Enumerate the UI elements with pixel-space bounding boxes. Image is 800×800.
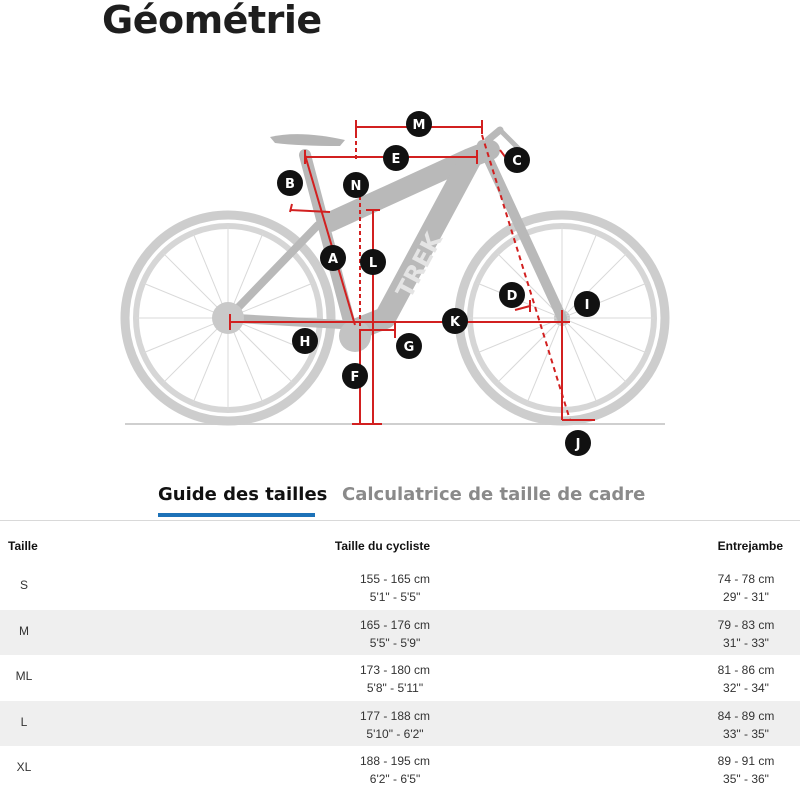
inseam-cm: 81 - 86 cm (717, 663, 775, 678)
size-tabs (0, 478, 800, 518)
active-tab-indicator (158, 513, 315, 517)
marker-L (360, 249, 386, 275)
svg-text:F: F (350, 370, 360, 385)
svg-text:B: B (285, 177, 295, 192)
marker-B (277, 170, 303, 196)
table-row (0, 610, 800, 656)
svg-text:D: D (506, 289, 518, 304)
svg-text:E: E (391, 152, 401, 167)
table-row (0, 564, 800, 610)
marker-C (504, 147, 530, 173)
inseam-cm: 84 - 89 cm (717, 708, 775, 723)
bike-geometry-diagram (0, 95, 800, 465)
size-cell: S (19, 578, 28, 592)
tab-size-guide[interactable]: Guide des tailles (158, 484, 328, 505)
svg-text:K: K (449, 315, 461, 330)
header-inseam: Entrejambe (717, 539, 783, 553)
marker-K (442, 308, 468, 334)
inseam-cm: 79 - 83 cm (717, 617, 775, 632)
svg-text:A: A (327, 252, 339, 267)
rider-height-ft: 5'8" - 5'11" (366, 681, 424, 696)
header-rider-height: Taille du cycliste (334, 539, 431, 553)
inseam-in: 33" - 35" (723, 726, 769, 741)
size-cell: M (19, 623, 29, 638)
header-size: Taille (8, 539, 38, 553)
marker-D (499, 282, 525, 308)
inseam-cell (706, 752, 786, 788)
svg-text:L: L (368, 256, 378, 271)
marker-J (565, 430, 591, 456)
marker-E (383, 145, 409, 171)
inseam-in: 29" - 31" (723, 590, 769, 604)
rider-height-ft: 5'10" - 6'2" (366, 726, 424, 741)
inseam-in: 35" - 36" (723, 772, 769, 787)
svg-text:H: H (299, 335, 311, 350)
rider-height-cm: 188 - 195 cm (359, 754, 431, 769)
size-table (0, 520, 800, 792)
inseam-cell (706, 707, 786, 743)
marker-A (320, 245, 346, 271)
marker-H (292, 328, 318, 354)
tab-frame-size-calculator[interactable]: Calculatrice de taille de cadre (342, 484, 646, 505)
table-row (0, 701, 800, 747)
inseam-cell (706, 616, 786, 652)
svg-text:N: N (350, 179, 362, 194)
table-row (0, 655, 800, 701)
rider-height-ft: 5'1" - 5'5" (369, 590, 421, 604)
inseam-cm: 89 - 91 cm (717, 754, 775, 769)
svg-text:G: G (403, 340, 415, 355)
marker-I (574, 291, 600, 317)
rider-height-cell (280, 707, 510, 743)
inseam-in: 32" - 34" (723, 681, 769, 696)
table-header (0, 520, 800, 564)
svg-text:M: M (412, 118, 426, 133)
brand-logo-text: TREK (390, 228, 449, 303)
svg-text:C: C (512, 154, 522, 169)
inseam-cell (706, 661, 786, 697)
rider-height-cm: 155 - 165 cm (359, 572, 431, 586)
rider-height-cm: 173 - 180 cm (359, 663, 431, 678)
svg-text:J: J (575, 437, 581, 452)
inseam-cm: 74 - 78 cm (717, 572, 775, 586)
table-row (0, 746, 800, 792)
marker-M (406, 111, 432, 137)
size-cell: ML (15, 669, 33, 684)
marker-N (343, 172, 369, 198)
cassette (212, 302, 244, 334)
rider-height-ft: 5'5" - 5'9" (369, 635, 421, 650)
size-cell: XL (16, 760, 32, 775)
marker-G (396, 333, 422, 359)
rider-height-cell (280, 616, 510, 652)
rider-height-cell (280, 661, 510, 697)
rider-height-ft: 6'2" - 6'5" (369, 772, 421, 787)
size-cell: L (20, 714, 28, 729)
inseam-in: 31" - 33" (723, 635, 769, 650)
rider-height-cm: 177 - 188 cm (359, 708, 431, 723)
marker-F (342, 363, 368, 389)
rider-height-cell (280, 752, 510, 788)
saddle (270, 134, 345, 146)
page-title: Géométrie (102, 0, 322, 42)
inseam-cell (706, 570, 786, 606)
svg-text:I: I (584, 298, 590, 313)
rider-height-cell (280, 570, 510, 606)
rider-height-cm: 165 - 176 cm (359, 617, 431, 632)
